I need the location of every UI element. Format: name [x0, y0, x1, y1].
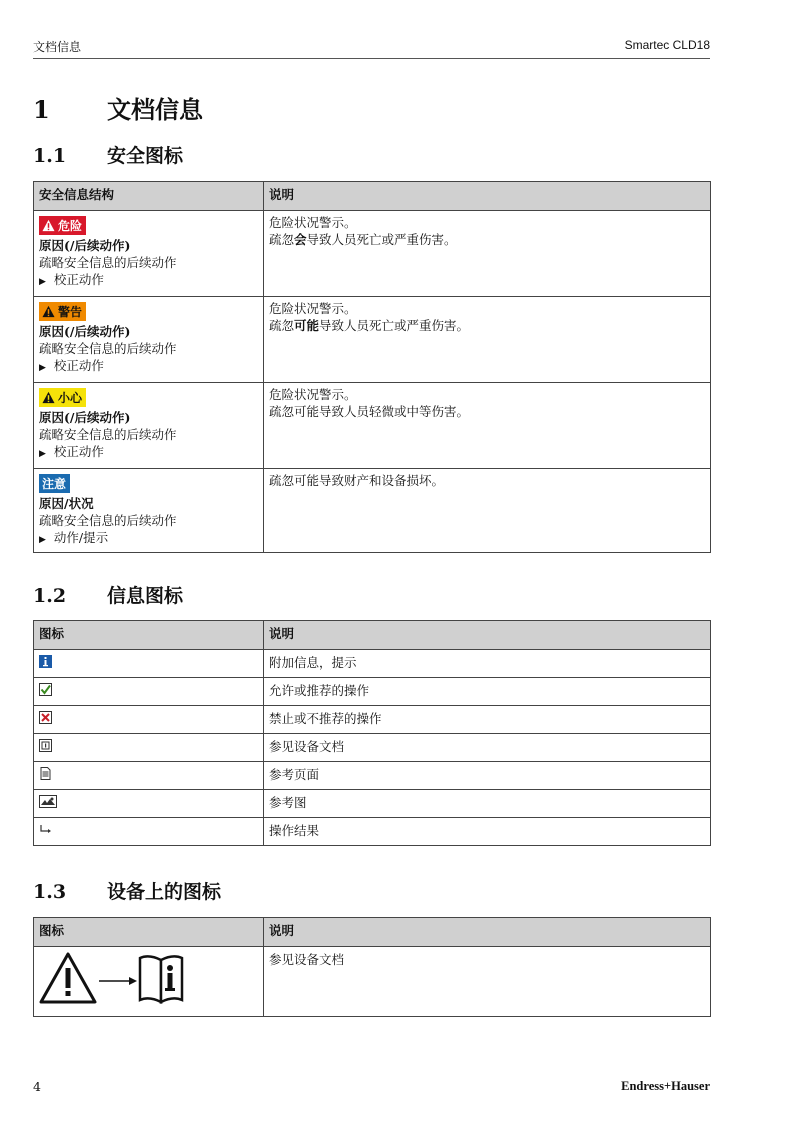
table-row — [34, 706, 711, 734]
column-header: 图标 — [34, 621, 264, 650]
table-row — [34, 469, 711, 553]
device-document-icon — [39, 739, 52, 752]
info-symbols-table — [33, 620, 711, 846]
consequence-text: 疏略安全信息的后续动作 — [39, 255, 177, 270]
bullet-arrow-icon: ▶ — [39, 535, 46, 545]
description-line: 疏忽可能导致人员死亡或严重伤害。 — [269, 318, 470, 333]
brand-name: Endress+Hauser — [621, 1079, 710, 1093]
action-item: ▶ 动作/提示 — [39, 530, 109, 545]
table-row — [34, 383, 711, 469]
description-cell: 参考图 — [264, 790, 711, 818]
description-line: 疏忽可能导致财产和设备损坏。 — [269, 473, 445, 488]
column-header: 安全信息结构 — [34, 182, 264, 211]
description-line: 危险状况警示。 — [269, 387, 357, 402]
notice-label: 注意 — [39, 474, 70, 493]
cause-text: 原因(/后续动作) — [39, 324, 131, 339]
section-heading-1-3 — [33, 877, 221, 904]
action-item: ▶ 校正动作 — [39, 358, 104, 373]
page-reference-icon — [39, 767, 52, 780]
description-cell: 允许或推荐的操作 — [264, 678, 711, 706]
header-product-name: Smartec CLD18 — [624, 38, 710, 52]
permitted-checkmark-icon — [39, 683, 52, 696]
description-cell: 参考页面 — [264, 762, 711, 790]
description-line: 疏忽可能导致人员轻微或中等伤害。 — [269, 404, 470, 419]
bullet-arrow-icon: ▶ — [39, 277, 46, 287]
page-header — [33, 36, 710, 59]
description-cell: 参见设备文档 — [264, 947, 711, 1017]
danger-label: 危险 — [39, 216, 86, 235]
graphic-reference-icon — [39, 795, 57, 808]
bullet-arrow-icon: ▶ — [39, 363, 46, 373]
section-heading-1-2 — [33, 581, 183, 608]
action-item: ▶ 校正动作 — [39, 272, 104, 287]
description-cell: 附加信息，提示 — [264, 650, 711, 678]
table-row — [34, 650, 711, 678]
section-title: 安全图标 — [107, 145, 184, 167]
description-cell: 参见设备文档 — [264, 734, 711, 762]
chapter-title: 文档信息 — [107, 95, 203, 124]
table-row — [34, 947, 711, 1017]
consequence-text: 疏略安全信息的后续动作 — [39, 513, 177, 528]
table-row — [34, 734, 711, 762]
table-row — [34, 297, 711, 383]
description-cell: 禁止或不推荐的操作 — [264, 706, 711, 734]
column-header: 说明 — [264, 182, 711, 211]
table-header-row — [34, 182, 711, 211]
section-title: 信息图标 — [107, 585, 184, 607]
forbidden-cross-icon — [39, 711, 52, 724]
consequence-text: 疏略安全信息的后续动作 — [39, 427, 177, 442]
device-symbols-table — [33, 917, 711, 1017]
table-header-row — [34, 918, 711, 947]
warning-label: 警告 — [39, 302, 86, 321]
description-line: 危险状况警示。 — [269, 301, 357, 316]
warning-triangle-icon — [42, 391, 55, 404]
description-line: 危险状况警示。 — [269, 215, 357, 230]
table-row — [34, 790, 711, 818]
safety-symbols-table — [33, 181, 711, 553]
header-section-title: 文档信息 — [33, 40, 82, 54]
section-heading-1-1 — [33, 141, 183, 168]
table-row — [34, 818, 711, 846]
result-arrow-icon — [39, 823, 52, 836]
caution-label: 小心 — [39, 388, 86, 407]
warning-to-manual-icon — [39, 951, 189, 1007]
column-header: 图标 — [34, 918, 264, 947]
table-row — [34, 211, 711, 297]
cause-text: 原因(/后续动作) — [39, 238, 131, 253]
info-icon — [39, 655, 52, 668]
column-header: 说明 — [264, 621, 711, 650]
section-number: 1.1 — [33, 145, 67, 167]
bullet-arrow-icon: ▶ — [39, 449, 46, 459]
warning-triangle-icon — [42, 219, 55, 232]
table-row — [34, 678, 711, 706]
description-cell: 操作结果 — [264, 818, 711, 846]
chapter-number: 1 — [33, 95, 50, 124]
column-header: 说明 — [264, 918, 711, 947]
cause-text: 原因(/后续动作) — [39, 410, 131, 425]
description-line: 疏忽会导致人员死亡或严重伤害。 — [269, 232, 457, 247]
chapter-heading — [33, 90, 203, 125]
section-number: 1.2 — [33, 585, 67, 607]
section-number: 1.3 — [33, 881, 67, 903]
warning-triangle-icon — [42, 305, 55, 318]
table-header-row — [34, 621, 711, 650]
action-item: ▶ 校正动作 — [39, 444, 104, 459]
cause-text: 原因/状况 — [39, 496, 94, 511]
consequence-text: 疏略安全信息的后续动作 — [39, 341, 177, 356]
page-number: 4 — [33, 1079, 41, 1094]
section-title: 设备上的图标 — [107, 881, 222, 903]
table-row — [34, 762, 711, 790]
